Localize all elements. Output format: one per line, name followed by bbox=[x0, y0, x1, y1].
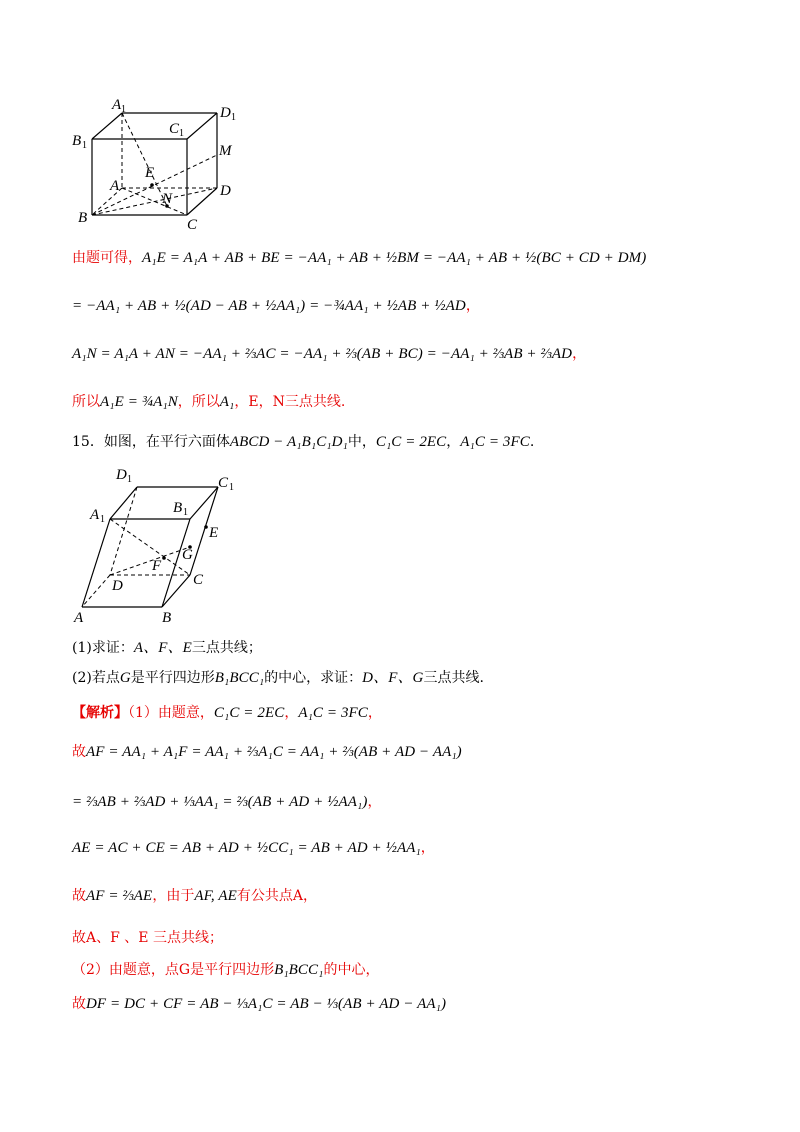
label-C: C bbox=[193, 572, 204, 588]
solution-line-4: 所以A₁E = ¾A₁N，所以A₁，E，N三点共线. bbox=[72, 394, 346, 410]
parallelepiped-2-svg bbox=[72, 462, 252, 627]
label-D: D bbox=[220, 183, 231, 199]
label-B1: B bbox=[72, 133, 82, 149]
label-B1: B bbox=[173, 500, 183, 516]
analysis-line-8: 故DF = DC + CF = AB − ⅓A₁C = AB − ⅓(AB + AD − AA₁) bbox=[72, 996, 447, 1012]
label-E: E bbox=[209, 525, 219, 541]
label-D1: D bbox=[116, 467, 127, 483]
label-A1: A bbox=[90, 507, 100, 523]
label-M: M bbox=[219, 143, 232, 159]
prism-1-svg bbox=[70, 95, 250, 235]
label-C1: C bbox=[169, 121, 180, 137]
label-B: B bbox=[162, 610, 172, 626]
svg-text:1: 1 bbox=[82, 140, 87, 151]
svg-text:1: 1 bbox=[121, 104, 126, 115]
analysis-line-2: 故AF = AA₁ + A₁F = AA₁ + ⅔A₁C = AA₁ + ⅔(AB + AD − AA₁) bbox=[72, 744, 462, 760]
label-C: C bbox=[187, 217, 198, 233]
label-G: G bbox=[182, 547, 193, 563]
label-D1: D bbox=[220, 105, 231, 121]
label-B: B bbox=[78, 210, 88, 226]
figure-parallelepiped-2 bbox=[72, 462, 252, 627]
solution-line-2: = −AA₁ + AB + ½(AD − AB + ½AA₁) = −¾AA₁ + ½AB + ½AD， bbox=[72, 298, 480, 314]
problem-15-statement: 15．如图，在平行六面体ABCD − A₁B₁C₁D₁中，C₁C = 2EC，A₁C = 3FC. bbox=[72, 434, 535, 450]
label-A: A bbox=[110, 178, 120, 194]
label-E: E bbox=[145, 165, 155, 181]
label-C1: C bbox=[218, 475, 229, 491]
label-F: F bbox=[152, 558, 162, 574]
label-D: D bbox=[112, 578, 123, 594]
label-A1: A bbox=[112, 97, 122, 113]
label-A: A bbox=[74, 610, 84, 626]
analysis-line-5: 故AF = ⅔AE，由于AF, AE有公共点A， bbox=[72, 888, 317, 904]
analysis-line-6: 故A、F 、E 三点共线； bbox=[72, 930, 223, 946]
analysis-tag: 【解析】 bbox=[72, 705, 128, 721]
figure-prism-1 bbox=[70, 95, 250, 235]
svg-text:1: 1 bbox=[229, 482, 234, 493]
question-1: (1)求证：A、F、E三点共线； bbox=[72, 640, 262, 656]
svg-text:1: 1 bbox=[183, 507, 188, 518]
analysis-line-3: = ⅔AB + ⅔AD + ⅓AA₁ = ⅔(AB + AD + ½AA₁)， bbox=[72, 794, 382, 810]
svg-text:1: 1 bbox=[127, 474, 132, 485]
label-N: N bbox=[162, 191, 173, 207]
solution-line-1: 由题可得，A₁E = A₁A + AB + BE = −AA₁ + AB + ½BM = −AA₁ + AB + ½(BC + CD + DM) bbox=[72, 250, 647, 266]
svg-text:1: 1 bbox=[100, 514, 105, 525]
svg-text:1: 1 bbox=[179, 128, 184, 139]
question-2: (2)若点G是平行四边形B₁BCC₁的中心，求证：D、F、G三点共线. bbox=[72, 670, 484, 686]
solution-line-3: A₁N = A₁A + AN = −AA₁ + ⅔AC = −AA₁ + ⅔(AB + BC) = −AA₁ + ⅔AB + ⅔AD， bbox=[72, 346, 587, 362]
analysis-line-1: 【解析】（1）由题意，C₁C = 2EC，A₁C = 3FC， bbox=[72, 705, 382, 721]
analysis-line-7: （2）由题意，点G是平行四边形B₁BCC₁的中心， bbox=[72, 962, 380, 978]
analysis-line-4: AE = AC + CE = AB + AD + ½CC₁ = AB + AD + ½AA₁， bbox=[72, 840, 435, 856]
svg-text:1: 1 bbox=[231, 112, 236, 123]
